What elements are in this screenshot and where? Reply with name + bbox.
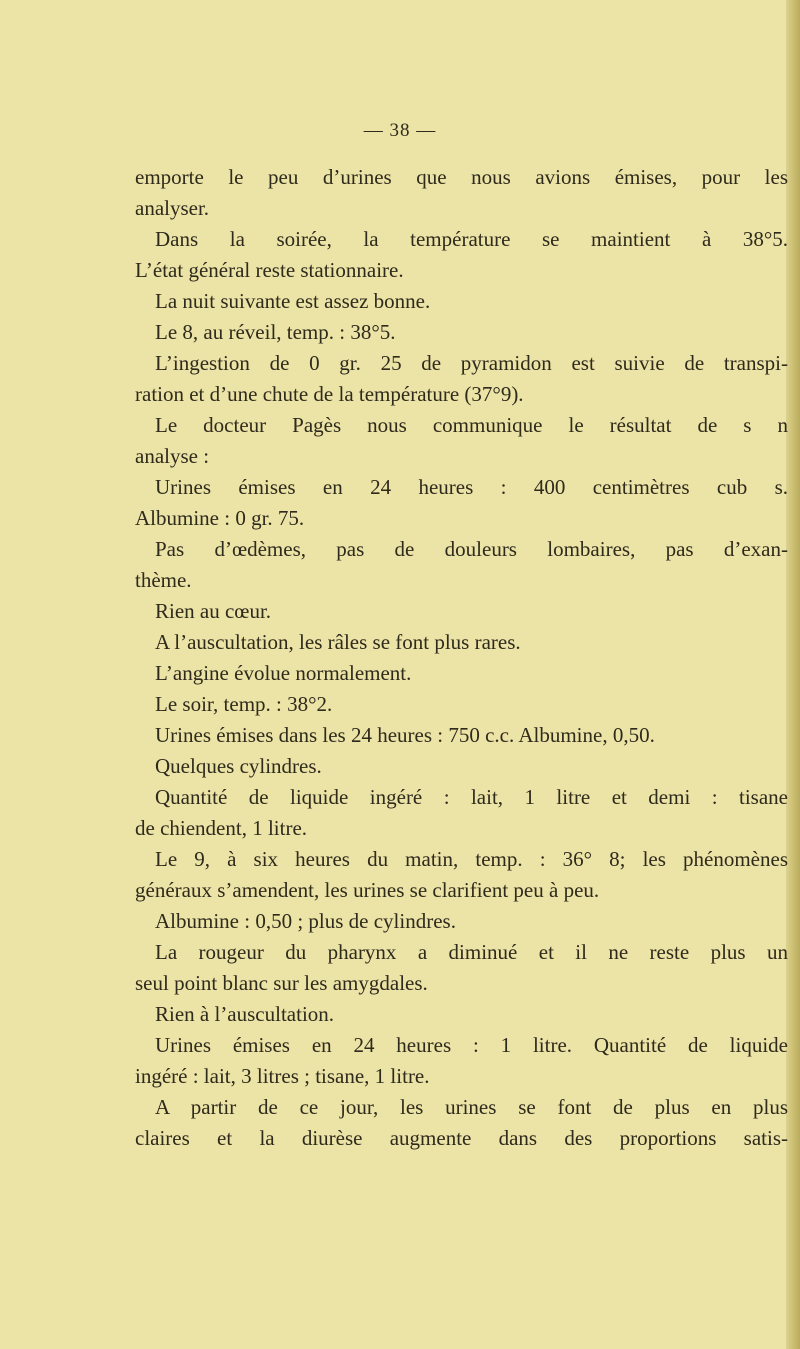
paragraph	[135, 627, 788, 658]
text-line: L’angine évolue normalement.	[155, 661, 412, 685]
text-line: L’ingestion de 0 gr. 25 de pyramidon est suivie de transpi-	[155, 351, 788, 375]
paragraph	[135, 224, 788, 286]
page-number: — 38 —	[363, 120, 437, 141]
text-line: Albumine : 0,50 ; plus de cylindres.	[155, 909, 456, 933]
text-line: Albumine : 0 gr. 75.	[135, 506, 305, 530]
text-line: Urines émises en 24 heures : 400 centimètres cub s.	[155, 475, 788, 499]
paragraph	[135, 720, 788, 751]
text-line: A l’auscultation, les râles se font plus rares.	[155, 630, 521, 654]
paragraph	[135, 999, 788, 1030]
text-line: Quelques cylindres.	[155, 754, 322, 778]
page-body	[135, 162, 788, 1154]
text-line: Dans la soirée, la température se maintient à 38°5.	[155, 227, 788, 251]
paragraph	[135, 689, 788, 720]
paragraph	[135, 844, 788, 906]
paragraph	[135, 472, 788, 534]
text-line: La rougeur du pharynx a diminué et il ne reste plus un	[155, 940, 788, 964]
page-edge	[786, 0, 800, 1349]
text-line: Le 8, au réveil, temp. : 38°5.	[155, 320, 396, 344]
text-line: La nuit suivante est assez bonne.	[155, 289, 431, 313]
text-line: Rien au cœur.	[155, 599, 272, 623]
text-line: L’état général reste stationnaire.	[135, 258, 404, 282]
paragraph	[135, 782, 788, 844]
paragraph	[135, 937, 788, 999]
text-line: emporte le peu d’urines que nous avions émises, pour les	[135, 165, 788, 189]
text-line: analyse :	[135, 444, 210, 468]
paragraph	[135, 658, 788, 689]
paragraph	[135, 906, 788, 937]
paragraph	[135, 162, 788, 224]
paragraph	[135, 410, 788, 472]
text-line: claires et la diurèse augmente dans des proportions satis-	[135, 1126, 788, 1150]
text-line: thème.	[135, 568, 192, 592]
paragraph	[135, 317, 788, 348]
paragraph	[135, 1030, 788, 1092]
paragraph	[135, 286, 788, 317]
paragraph	[135, 596, 788, 627]
text-line: Le docteur Pagès nous communique le résultat de s n	[155, 413, 788, 437]
text-line: généraux s’amendent, les urines se clarifient peu à peu.	[135, 878, 600, 902]
text-line: Urines émises en 24 heures : 1 litre. Quantité de liquide	[155, 1033, 788, 1057]
text-line: seul point blanc sur les amygdales.	[135, 971, 428, 995]
text-line: Rien à l’auscultation.	[155, 1002, 335, 1026]
text-line: A partir de ce jour, les urines se font de plus en plus	[155, 1095, 788, 1119]
paragraph	[135, 348, 788, 410]
paragraph	[135, 534, 788, 596]
text-line: Quantité de liquide ingéré : lait, 1 litre et demi : tisane	[155, 785, 788, 809]
text-line: Urines émises dans les 24 heures : 750 c.c. Albumine, 0,50.	[155, 723, 655, 747]
text-line: Pas d’œdèmes, pas de douleurs lombaires, pas d’exan-	[155, 537, 788, 561]
paragraph	[135, 751, 788, 782]
text-line: analyser.	[135, 196, 210, 220]
text-line: de chiendent, 1 litre.	[135, 816, 308, 840]
text-line: Le 9, à six heures du matin, temp. : 36° 8; les phénomènes	[155, 847, 788, 871]
text-line: ration et d’une chute de la température (37°9).	[135, 382, 524, 406]
text-line: ingéré : lait, 3 litres ; tisane, 1 litre.	[135, 1064, 430, 1088]
paragraph	[135, 1092, 788, 1154]
text-line: Le soir, temp. : 38°2.	[155, 692, 333, 716]
